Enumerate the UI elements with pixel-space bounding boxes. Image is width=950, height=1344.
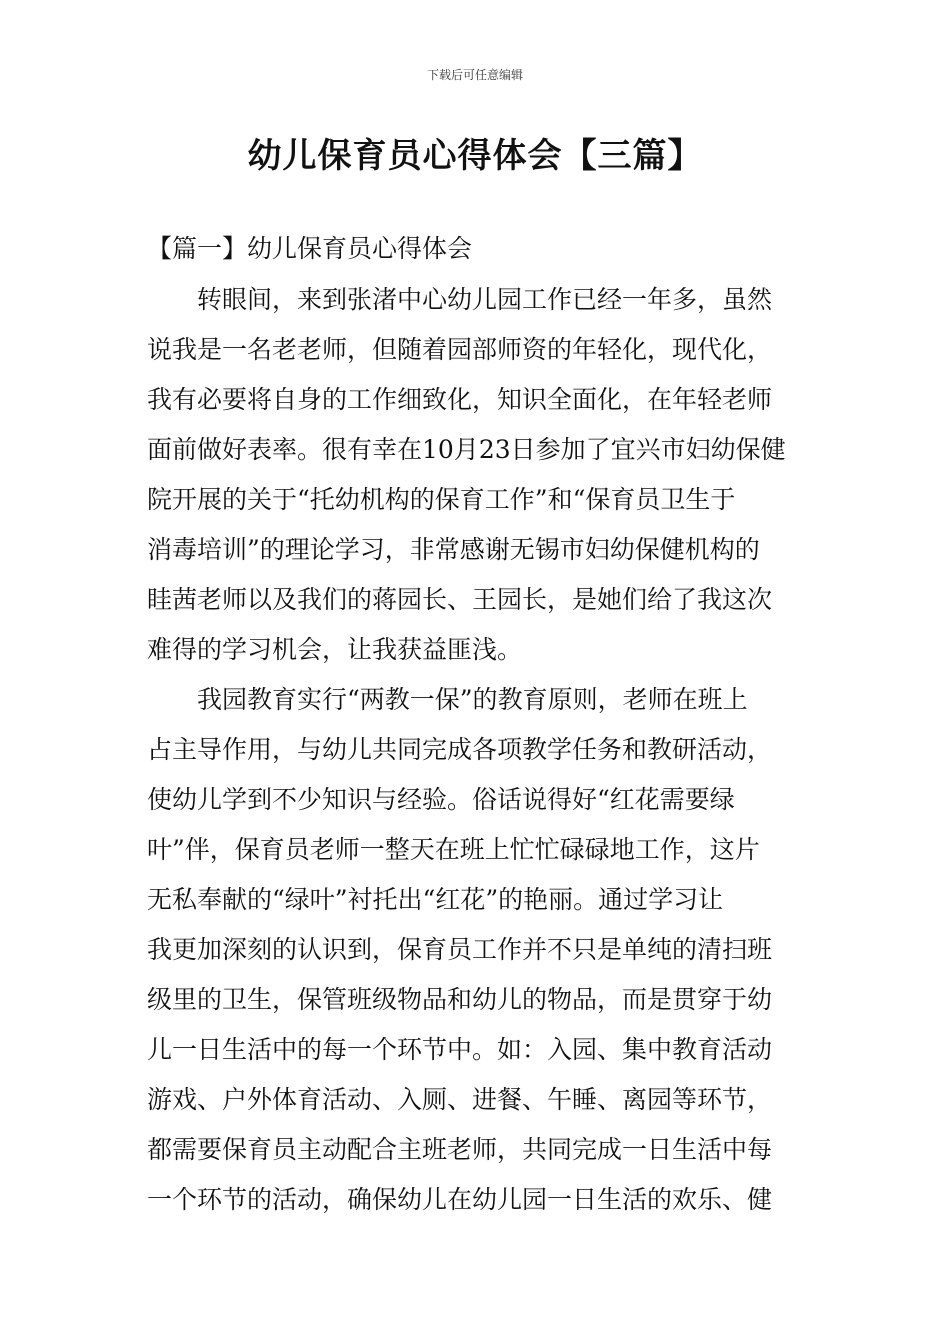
text-line: 使幼儿学到不少知识与经验。俗话说得好“红花需要绿	[147, 785, 735, 814]
section-heading: 【篇一】幼儿保育员心得体会	[147, 234, 473, 263]
text-line: 眭茜老师以及我们的蒋园长、王园长，是她们给了我这次	[147, 585, 773, 614]
text-line: 无私奉献的“绿叶”衬托出“红花”的艳丽。通过学习让	[147, 885, 724, 914]
text-line: 游戏、户外体育活动、入厕、进餐、午睡、离园等环节，	[147, 1085, 773, 1114]
text-line: 消毒培训”的理论学习，非常感谢无锡市妇幼保健机构的	[147, 535, 760, 564]
text-line: 面前做好表率。很有幸在10月23日参加了宜兴市妇幼保健	[147, 435, 786, 464]
text-line: 叶”伴，保育员老师一整天在班上忙忙碌碌地工作，这片	[147, 835, 760, 864]
text-line: 我园教育实行“两教一保”的教育原则，老师在班上	[197, 685, 748, 714]
header-note: 下载后可任意编辑	[426, 68, 523, 82]
document-title: 幼儿保育员心得体会【三篇】	[247, 136, 703, 176]
text-line: 级里的卫生，保管班级物品和幼儿的物品，而是贯穿于幼	[147, 985, 773, 1014]
body-text	[147, 282, 807, 1232]
text-line: 说我是一名老老师，但随着园部师资的年轻化，现代化，	[147, 335, 773, 364]
text-line: 转眼间，来到张渚中心幼儿园工作已经一年多，虽然	[197, 285, 773, 314]
paragraph-1	[147, 282, 807, 682]
paragraph-2	[147, 682, 807, 1232]
text-line: 都需要保育员主动配合主班老师，共同完成一日生活中每	[147, 1135, 773, 1164]
text-line: 难得的学习机会，让我获益匪浅。	[147, 635, 523, 664]
text-line: 院开展的关于“托幼机构的保育工作”和“保育员卫生于	[147, 485, 736, 514]
text-line: 占主导作用，与幼儿共同完成各项教学任务和教研活动，	[147, 735, 773, 764]
text-line: 我有必要将自身的工作细致化，知识全面化，在年轻老师	[147, 385, 773, 414]
text-line: 儿一日生活中的每一个环节中。如：入园、集中教育活动	[147, 1035, 773, 1064]
text-line: 一个环节的活动，确保幼儿在幼儿园一日生活的欢乐、健	[147, 1185, 773, 1214]
text-line: 我更加深刻的认识到，保育员工作并不只是单纯的清扫班	[147, 935, 773, 964]
